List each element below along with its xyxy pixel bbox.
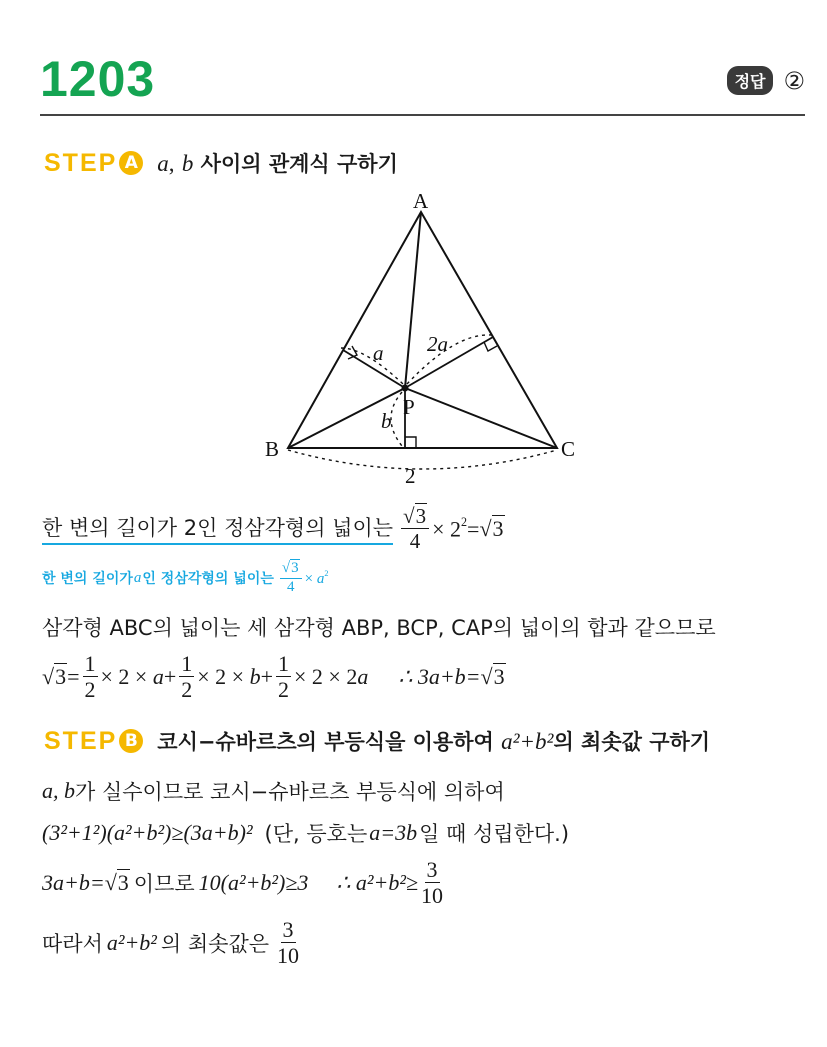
math-term: × 2 × 2a <box>294 663 369 689</box>
math-inequality: 10(a²+b²)≥3 <box>198 869 309 895</box>
problem-number: 1203 <box>40 51 156 107</box>
area-equation-line <box>42 652 506 701</box>
conclusion-line <box>42 918 302 967</box>
conclusion-tail: 의 최솟값은 <box>160 931 270 956</box>
intro-text: 가 실수이므로 코시−슈바르츠 부등식에 의하여 <box>75 780 505 804</box>
triangle-figure <box>255 188 595 488</box>
math-therefore: ∴ a²+b²≥ <box>336 869 419 895</box>
label-dist-a: a <box>373 341 384 365</box>
step-a-heading <box>44 148 398 178</box>
math-term: × 2 × b+ <box>197 663 273 689</box>
label-point-p: P <box>403 395 415 419</box>
label-side-length: 2 <box>405 464 416 488</box>
underlined-statement: 한 변의 길이가 2인 정삼각형의 넓이는 <box>42 512 393 545</box>
segment-ap <box>405 212 421 388</box>
label-dist-2a: 2a <box>427 332 448 356</box>
answer <box>727 66 805 95</box>
note-fraction <box>280 561 302 596</box>
step-title-tail: 의 최솟값 구하기 <box>553 730 711 754</box>
label-dist-b: b <box>381 409 392 433</box>
equality-note-tail: 일 때 성립한다.) <box>419 822 570 846</box>
right-angle-mark <box>484 342 497 351</box>
cauchy-inequality-line <box>42 818 569 848</box>
step-label: STEP <box>44 726 118 755</box>
step-title <box>157 148 398 178</box>
hint-note <box>42 561 328 596</box>
step-letter-badge: B <box>119 729 143 753</box>
note-fraction-denominator: 4 <box>286 578 295 595</box>
fraction <box>401 505 429 552</box>
math-therefore: ∴ 3a+b=√3 <box>398 663 505 689</box>
math-sqrt: √3 <box>42 663 67 689</box>
answer-value: ② <box>783 66 805 95</box>
area-formula-line <box>42 505 505 552</box>
point-p <box>402 385 409 392</box>
math-lhs: 3a+b= <box>42 869 105 895</box>
cauchy-intro-line <box>42 776 505 806</box>
comma: , <box>168 151 175 176</box>
triangle-abc <box>288 212 557 448</box>
label-vertex-a: A <box>413 189 429 213</box>
fraction-denominator: 4 <box>409 529 421 554</box>
math-sqrt: √3 <box>104 869 129 895</box>
fraction-half: $\frac{1}{2}$ <box>84 651 96 703</box>
math-equals: = <box>67 663 80 689</box>
dashed-brace-b <box>391 392 402 446</box>
fraction-half: $\frac{1}{2}$ <box>278 651 289 703</box>
step-title-lead: 코시−슈바르츠의 부등식을 이용하여 <box>157 730 494 754</box>
perp-to-ac <box>405 337 493 388</box>
step-b-heading <box>44 726 710 756</box>
segment-cp <box>405 388 557 448</box>
step-title-math: a²+b² <box>501 729 554 754</box>
answer-fraction: $\frac{3}{10}$ <box>277 917 300 969</box>
label-vertex-b: B <box>265 437 280 461</box>
substitution-line <box>42 858 446 907</box>
dashed-brace-a <box>341 348 403 384</box>
dashed-brace-side <box>288 450 557 469</box>
note-fraction-numerator: √3 <box>280 561 302 579</box>
header <box>0 0 827 120</box>
area-sum-statement <box>42 612 716 642</box>
label-vertex-c: C <box>561 437 576 461</box>
note-times: × $a^2$ <box>304 568 329 587</box>
math-expression: a²+b² <box>106 929 157 955</box>
dashed-brace-2a <box>407 335 491 384</box>
math-term: × 2 × a+ <box>100 663 177 689</box>
statement-text: 삼각형 ABC의 넓이는 세 삼각형 ABP, BCP, CAP의 넓이의 합과 같으므로 <box>42 616 716 640</box>
math-times: × $2^2=$ <box>432 514 480 542</box>
fraction-numerator: √3 <box>401 505 429 529</box>
note-lead: 한 변의 길이가 <box>42 571 133 588</box>
step-title <box>157 726 710 756</box>
step-title-text: 사이의 관계식 구하기 <box>200 152 398 176</box>
math-inequality: (3²+1²)(a²+b²)≥(3a+b)² <box>42 820 253 845</box>
var-a: a <box>157 151 169 176</box>
conclusion-lead: 따라서 <box>42 931 103 956</box>
math-vars: a, b <box>42 778 75 803</box>
right-angle-mark <box>405 437 416 448</box>
math-sqrt: √3 <box>479 515 504 541</box>
equality-note-lead: (단, 등호는 <box>264 822 368 846</box>
note-var: a <box>133 569 142 586</box>
answer-badge: 정답 <box>727 66 774 95</box>
note-mid: 인 정삼각형의 넓이는 <box>142 571 274 588</box>
fraction-half: $\frac{1}{2}$ <box>181 651 193 703</box>
fraction: $\frac{3}{10}$ <box>421 857 444 909</box>
header-divider <box>40 114 805 116</box>
step-letter-badge: A <box>119 151 143 175</box>
var-b: b <box>181 151 194 176</box>
equality-condition: a=3b <box>369 820 418 845</box>
step-label: STEP <box>44 148 118 177</box>
connector-text: 이므로 <box>133 871 195 896</box>
